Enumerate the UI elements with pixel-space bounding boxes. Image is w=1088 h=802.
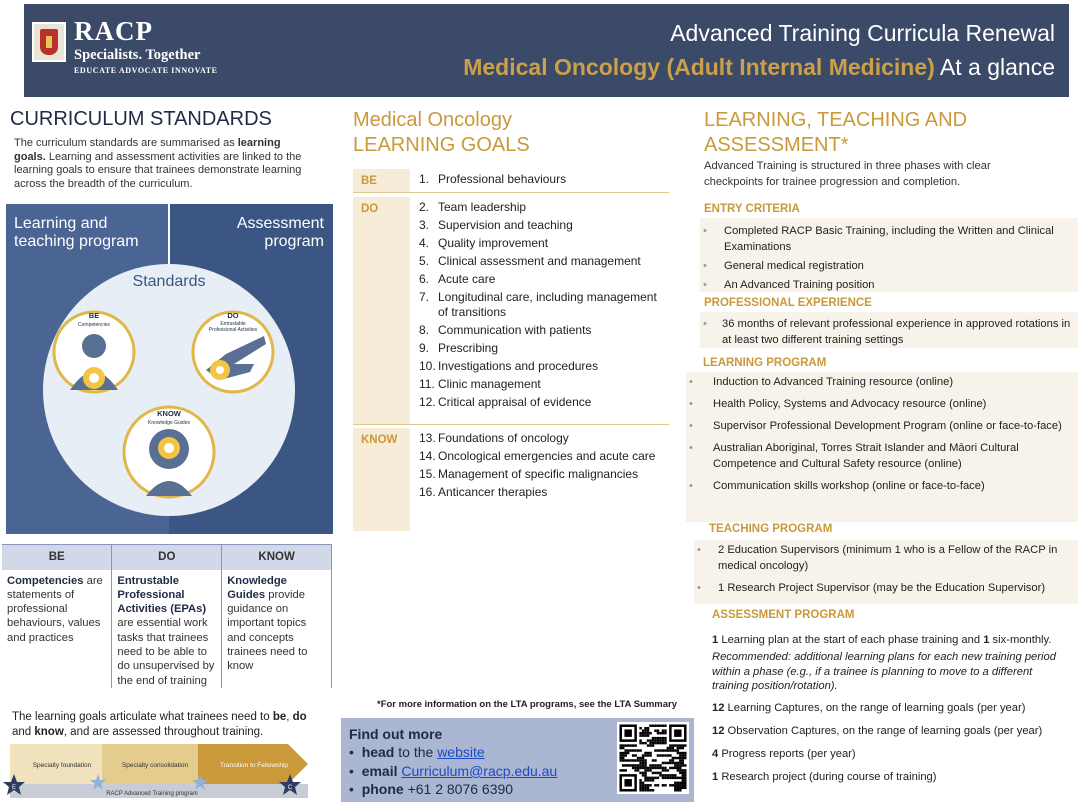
learning-goal-item: 5. Clinical assessment and management (419, 254, 641, 268)
find-out-more-box (341, 718, 694, 802)
curriculum-standards-intro: The curriculum standards are summarised as learning goals. Learning and assessment activities are linked to the learning goals to ensure that trainees demonstrate learning across the breadth of the curriculum. (14, 137, 302, 190)
find-out-email-line: • email Curriculum@racp.edu.au (349, 763, 558, 779)
find-out-phone-line: • phone +61 2 8076 6390 (349, 781, 514, 797)
find-out-website-line: • head to the website (349, 744, 485, 760)
diagram-right-title-1: Assessment (236, 215, 324, 232)
do-circle-icon (193, 311, 273, 392)
subtitle-specialty: Medical Oncology (Adult Internal Medicine) (463, 54, 935, 80)
logo-tagline: Specialists. Together (74, 47, 201, 63)
professional-experience-list (700, 312, 1078, 348)
learning-goal-item: 2. Team leadership (419, 200, 527, 214)
bullet-item: • An Advanced Training position (700, 277, 1078, 293)
lta-intro: Advanced Training is structured in three phases with clear checkpoints for trainee progression and completion. (704, 160, 991, 188)
bullet-item: • 1 Research Project Supervisor (may be the Education Supervisor) (694, 580, 1078, 596)
learning-goal-item: 3. Supervision and teaching (419, 218, 573, 232)
teaching-program-list (694, 540, 1078, 604)
entry-criteria-title: ENTRY CRITERIA (704, 203, 800, 215)
website-link[interactable]: website (437, 744, 485, 760)
bullet-item: • Supervisor Professional Development Program (online or face-to-face) (686, 418, 1078, 434)
header-title: Advanced Training Curricula Renewal (670, 20, 1055, 46)
diagram-left-title-1: Learning and (14, 215, 108, 232)
goals-label-do: DO (353, 197, 410, 424)
table-header-be: BE (2, 545, 112, 570)
learning-goal-item: 11. Clinic management (419, 377, 541, 391)
ap-learning-captures: 12 Learning Captures, on the range of learning goals (per year) (712, 701, 1026, 714)
table-cell-do: Entrustable Professional Activities (EPAs) are essential work tasks that trainees need to be able to do unsupervised by the end of training (112, 570, 222, 688)
learning-program-list (686, 372, 1078, 522)
svg-text:Competencies: Competencies (78, 322, 110, 328)
table-header-do: DO (112, 545, 222, 570)
svg-text:BE: BE (88, 311, 100, 320)
learning-goals-heading: Medical Oncology LEARNING GOALS (353, 109, 530, 156)
bullet-item: • Australian Aboriginal, Torres Strait Islander and Māori Cultural Competence and Cultural Safety resource (online) (686, 440, 1078, 472)
svg-text:Professional Activities: Professional Activities (208, 327, 258, 333)
learning-program-title: LEARNING PROGRAM (703, 357, 827, 369)
goals-group-do (353, 193, 669, 425)
phase-caption: RACP Advanced Training program (106, 791, 198, 797)
lta-footnote: *For more information on the LTA programs, see the LTA Summary (377, 699, 677, 710)
learning-goal-item: 10. Investigations and procedures (419, 359, 599, 373)
diagram-center-label: Standards (132, 273, 206, 290)
learning-goal-item: 7. Longitudinal care, including management of transitions (419, 290, 657, 319)
svg-text:C: C (287, 785, 293, 791)
qr-code-icon[interactable] (617, 722, 689, 794)
learning-goal-item: 15. Management of specific malignancies (419, 467, 639, 481)
phase-2: Specialty consolidation (121, 762, 189, 769)
know-circle-icon (124, 407, 214, 497)
learning-goal-item: 14. Oncological emergencies and acute care (419, 449, 656, 463)
ap-learning-plan: 1 Learning plan at the start of each phase training and 1 six-monthly. (712, 634, 1052, 646)
learning-goal-item: 1. Professional behaviours (419, 172, 567, 186)
bullet-item: • Completed RACP Basic Training, including the Written and Clinical Examinations (700, 223, 1078, 255)
table-header-know: KNOW (222, 545, 332, 570)
svg-text:DO: DO (227, 311, 239, 320)
bullet-item: • Health Policy, Systems and Advocacy resource (online) (686, 396, 1078, 412)
learning-goal-item: 13. Foundations of oncology (419, 431, 569, 445)
bullet-item: • 2 Education Supervisors (minimum 1 who is a Fellow of the RACP in medical oncology) (694, 542, 1078, 574)
logo-name: RACP (74, 16, 153, 46)
learning-goal-item: 12. Critical appraisal of evidence (419, 395, 592, 409)
bullet-item: • 36 months of relevant professional experience in approved rotations in at least two different training settings (700, 316, 1078, 348)
logo-motto: EDUCATE ADVOCATE INNOVATE (74, 66, 218, 75)
be-do-know-table (2, 544, 332, 688)
email-link[interactable]: Curriculum@racp.edu.au (401, 763, 558, 779)
ap-research-project: 1 Research project (during course of training) (712, 770, 937, 783)
racp-crest-icon (32, 22, 66, 62)
diagram-left-title-2: teaching program (14, 233, 139, 250)
svg-text:Knowledge Guides: Knowledge Guides (148, 420, 190, 426)
learning-goals-table (353, 169, 669, 531)
svg-text:KNOW: KNOW (157, 409, 181, 418)
subtitle-at-a-glance: At a glance (939, 54, 1055, 80)
ap-recommended: Recommended: additional learning plans for each new training period within a phase (e.g., if a trainee is planning to move to a different training position/rotation). (712, 651, 1056, 692)
learning-goal-item: 9. Prescribing (419, 341, 499, 355)
standards-diagram (6, 204, 333, 534)
learning-goal-item: 4. Quality improvement (419, 236, 549, 250)
bullet-item: • Communication skills workshop (online or face-to-face) (686, 478, 1078, 494)
find-out-more-title: Find out more (349, 726, 443, 742)
bullet-item: • General medical registration (700, 258, 1078, 274)
phase-3: Transition to Fellowship (219, 762, 289, 769)
training-phase-bar (2, 742, 332, 800)
learning-goal-item: 16. Anticancer therapies (419, 485, 548, 499)
entry-criteria-list (700, 218, 1078, 292)
svg-text:E: E (11, 785, 17, 791)
diagram-right-title-2: program (264, 233, 324, 250)
curriculum-standards-heading: CURRICULUM STANDARDS (10, 108, 272, 130)
learning-goal-item: 8. Communication with patients (419, 323, 592, 337)
ap-observation-captures: 12 Observation Captures, on the range of learning goals (per year) (712, 724, 1043, 737)
assessment-program-list (712, 633, 1062, 785)
table-cell-know: Knowledge Guides provide guidance on important topics and concepts trainees need to know (222, 570, 332, 688)
learning-goal-item: 6. Acute care (419, 272, 496, 286)
be-circle-icon (54, 311, 134, 392)
phase-1: Specialty foundation (32, 762, 92, 769)
page-header (24, 4, 1069, 97)
teaching-program-title: TEACHING PROGRAM (709, 523, 833, 535)
ap-progress-reports: 4 Progress reports (per year) (712, 747, 856, 760)
goals-label-know: KNOW (353, 428, 410, 531)
goals-group-be (353, 169, 669, 193)
goals-label-be: BE (353, 169, 410, 192)
goals-group-know (353, 425, 669, 531)
header-subtitle (463, 54, 1055, 81)
table-cell-be: Competencies are statements of professional behaviours, values and practices (2, 570, 112, 688)
professional-experience-title: PROFESSIONAL EXPERIENCE (704, 297, 872, 309)
assessment-program-title: ASSESSMENT PROGRAM (712, 609, 855, 621)
learning-goals-statement: The learning goals articulate what trainees need to be, do and know, and are assessed throughout training. (12, 711, 307, 738)
lta-heading: LEARNING, TEACHING AND ASSESSMENT* (704, 109, 968, 156)
svg-text:Entrustable: Entrustable (220, 321, 246, 327)
bullet-item: • Induction to Advanced Training resource (online) (686, 374, 1078, 390)
